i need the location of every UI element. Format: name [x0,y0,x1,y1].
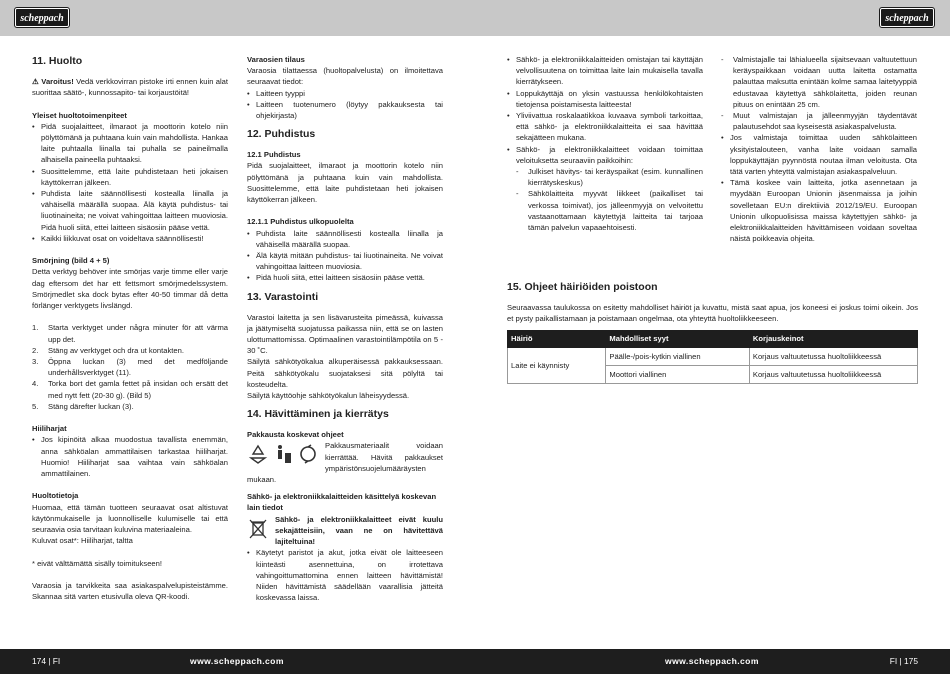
warning-paragraph [32,76,228,98]
list-item: • Kaikki liikkuvat osat on voideltava säännöllisesti! [32,233,228,244]
crossed-bin-icon [247,517,269,539]
paragraph: Huomaa, että tämän tuotteen seuraavat osat altistuvat käytönmukaiselle ja luonnolliselle kulumiselle tai että seuraavia osia tarvitaan kuluvina materiaaleina. [32,502,228,535]
troubleshooting-table [507,330,918,384]
list-return [721,132,917,244]
list-item: • Laitteen tyyppi [247,88,443,99]
list-weee [247,547,443,603]
subheading: Huoltotietoja [32,491,79,501]
list-item: - Julkiset hävitys- tai keräyspaikat (esim. kunnallinen kierrätyskeskus) [516,166,703,188]
litter-bin-icon [272,443,294,465]
recycling-icons [247,443,319,465]
list-item: • Käytetyt paristot ja akut, jotka eivät ole laitteeseen kiinteästi asennettuina, on irrotettava vahingoittumattomina ennen laitteen hävittämistä! Niiden hävittämistä säädellään vaarallisia jätteitä koskevassa laissa. [247,547,443,603]
column-3 [507,54,703,233]
list-collection-points-cont [721,54,917,132]
list-varaosien [247,88,443,122]
list-disposal [507,54,703,166]
list-item: • Puhdista laite säännöllisesti kostealla liinalla ja vähäisellä määrällä suopaa. Älä käytä puhdistus- tai liuotinaineita; ne voivat vahingoittaa laitteen muoviosia. Pidä huoli siitä, ettei laitteen sisäosiin pääse vettä. [32,188,228,233]
list-item: • Yliviivattua roskalaatikkoa kuvaava symboli tarkoittaa, että sähkö- ja elektroniikkalaitteita ei saa hävittää sekajätteen mukana. [507,110,703,144]
paragraph: Pidä suojalaitteet, ilmaraot ja moottorin kotelo niin pölyttömänä ja puhtaana kuin vain mahdollista. Suosittelemme, että laite puhdistetaan heti jokaisen käyttökerran jälkeen. [247,161,443,205]
column-1 [32,54,228,602]
paragraph: Pakkausmateriaalit voidaan kierrättää. Hävitä pakkaukset ympäristönsuojelumääräysten mukaan. [247,441,443,485]
paragraph: Säilytä käyttöohje sähkötyökalun läheisyydessä. [247,391,410,401]
subheading: Pakkausta koskevat ohjeet [247,430,344,440]
table-cell-fault: Laite ei käynnisty [508,347,606,383]
table-header-row [508,331,918,347]
paragraph: Seuraavassa taulukossa on esitetty mahdolliset häiriöt ja kuvattu, mistä saat apua, jos koneesi ei joskus toimi oikein. Jos et pysty paikallistamaan ja poistamaan ongelmaa, ota yhteyttä huoltoliikkeeseen. [507,303,918,324]
subheading: Hiiliharjat [32,424,67,434]
paragraph: Varaosia ja tarvikkeita saa asiakaspalvelupisteistämme. Skannaa sitä varten etusivulla oleva QR-koodi. [32,581,228,602]
step-item: 5. Stäng därefter luckan (3). [32,401,134,411]
list-item: • Loppukäyttäjä on yksin vastuussa henkilökohtaisten tietojensa poistamisesta laitteesta! [507,88,703,110]
troubleshooting-section [507,280,918,384]
section-heading-ohjeet: 15. Ohjeet häiriöiden poistoon [507,281,658,293]
page-number-right: FI | 175 [889,656,918,666]
list-hiiliharjat [32,434,228,479]
paragraph: Varastoi laitetta ja sen lisävarusteita pimeässä, kuivassa ja jäätymiseltä suojatussa paikassa niin, että se on lasten ulottumattomissa. Optimaalinen varastointilämpötila on 5 - 30 ˚C. [247,312,443,356]
column-header: Korjauskeinot [749,331,917,347]
section-heading-huolto: 11. Huolto [32,55,83,67]
recycle-icon [247,443,269,465]
table-cell: Korjaus valtuutetussa huoltoliikkeessä [749,347,917,365]
list-item: • Älä käytä mitään puhdistus- tai liuotinaineita. Ne voivat vahingoittaa laitteen muoviosia. [247,250,443,272]
table-cell: Moottori viallinen [606,365,750,383]
subheading: 12.1 Puhdistus [247,150,301,160]
list-yleiset [32,121,228,244]
steps-list [32,322,228,412]
subheading: Sähkö- ja elektroniikkalaitteiden käsittelyä koskevan lain tiedot [247,492,437,513]
paragraph: Detta verktyg behöver inte smörjas varje timme eller varje dag eftersom det har ett fettsmort smörjmedelssystem. Smörjmedlet ska dock bytas efter 40-50 timmar då detta förlänger verktygets livslängd. [32,267,228,311]
warning-text: Vedä verkkovirran pistoke irti ennen kuin alat suorittaa säätö-, kunnossapito- tai korjaustöitä! [32,77,228,98]
table-cell: Päälle-/pois-kytkin viallinen [606,347,750,365]
subheading: Yleiset huoltotoimenpiteet [32,110,127,120]
table-cell: Korjaus valtuutetussa huoltoliikkeessä [749,365,917,383]
column-header: Häiriö [508,331,606,347]
scheppach-logo: scheppach [15,8,69,27]
list-collection-points [516,166,703,233]
subheading: 12.1.1 Puhdistus ulkopuolelta [247,217,354,227]
subheading: Smörjning (bild 4 + 5) [32,256,110,266]
website-link-left[interactable]: www.scheppach.com [190,656,284,666]
section-heading-varastointi: 13. Varastointi [247,290,319,303]
weee-block [247,514,443,548]
paragraph: Kuluvat osat*: Hiiliharjat, taltta [32,536,133,546]
header-bar [0,0,950,36]
list-item: - Sähkölaitteita myyvät liikkeet (paikalliset tai verkossa toimivat), jos jälleenmyyjä on velvoitettu vastaanottamaan käytettyjä laitteita tai tarjoaa tämän palvelun vapaaehtoisesti. [516,188,703,233]
warning-label: ⚠ Varoitus! [32,77,74,86]
paragraph: Säilytä sähkötyökalua alkuperäisessä pakkauksessaan. Peitä sähkötyökalu suojataksesi sitä pölyltä tai kosteudelta. [247,357,443,389]
list-item: • Jos kipinöitä alkaa muodostua tavallista enemmän, anna sähköalan ammattilaisen tarkastaa hiiliharjat. Huomio! Hiiliharjat saa vaihtaa vain sähköalan ammattilainen. [32,434,228,479]
list-item: • Jos valmistaja toimittaa uuden sähkölaitteen yksityistalouteen, vanha laite voidaan samalla loppukäyttäjän pyynnöstä noutaa ilman veloitusta. Ota tätä varten yhteyttä valmistajan asiakaspalveluun. [721,132,917,177]
weee-warning: Sähkö- ja elektroniikkalaitteet eivät kuulu sekajätteisiin, vaan ne on hävitettävä lajiteltuina! [275,514,443,547]
page-number-left: 174 | FI [32,656,61,666]
table-row [508,347,918,365]
list-item: • Sähkö- ja elektroniikkalaitteiden omistajan tai käyttäjän velvollisuutena on toimittaa laite lain mukaisella tavalla kierrätykseen. [507,54,703,88]
list-item: • Puhdista laite säännöllisesti kostealla liinalla ja vähäisellä määrällä suopaa. [247,228,443,250]
list-item: • Tämä koskee vain laitteita, jotka asennetaan ja myydään Euroopan Unionin jäsenmaissa ja joihin sovelletaan EU:n direktiiviä 2012/19/EU. Euroopan Unionin ulkopuolisissa maissa käytettyjen sähkö- ja elektroniikkalaitteiden hävittämiseen voidaan soveltaa näistä poikkeavia ohjeita. [721,177,917,244]
list-item: - Muut valmistajan ja jälleenmyyjän täydentävät palautusehdot saa kyseisestä asiakaspalvelusta. [721,110,917,132]
column-4 [721,54,917,244]
list-item: • Laitteen tuotenumero (löytyy pakkauksesta tai ohjekirjasta) [247,99,443,121]
list-item: • Pidä suojalaitteet, ilmaraot ja moottorin kotelo niin pölyttömänä ja puhtaana kuin vain mahdollista. Hankaa laite puhtaalla liinalla tai puhalla se paineilmalla alhaisella paineella puhtaaksi. [32,121,228,166]
step-item: 3. Öppna luckan (3) med det medföljande underhållsverktyget (11). [32,357,228,378]
section-heading-havittaminen: 14. Hävittäminen ja kierrätys [247,408,389,421]
scheppach-logo: scheppach [880,8,934,27]
list-item: - Valmistajalle tai lähialueella sijaitsevaan valtuutettuun keräyspaikkaan voidaan uutta laitetta ostamatta palauttaa maksutta enintään kolme samaa laitetyyppiä edustavaa käytettyä sähkölaitetta, joiden reunan pituus on enintään 25 cm. [721,54,917,110]
column-header: Mahdolliset syyt [606,331,750,347]
list-item: • Pidä huoli siitä, ettei laitteen sisäosiin pääse vettä. [247,272,443,283]
recycle-arrows-icon [297,443,319,465]
website-link-right[interactable]: www.scheppach.com [665,656,759,666]
packaging-block [247,440,443,485]
subheading: Varaosien tilaus [247,55,305,64]
step-item: 1. Starta verktyget under några minuter för att värma upp det. [32,323,228,344]
step-item: 2. Stäng av verktyget och dra ut kontakten. [32,345,184,355]
step-item: 4. Torka bort det gamla fettet på insidan och ersätt det med nytt fett (20-30 g). (Bild 5) [32,379,228,400]
footnote: * eivät välttämättä sisälly toimitukseen! [32,558,162,568]
footer-bar [0,649,950,674]
column-2 [247,54,443,603]
list-item: • Suosittelemme, että laite puhdistetaan heti jokaisen käyttökerran jälkeen. [32,166,228,188]
list-item: • Sähkö- ja elektroniikkalaitteet voidaan toimittaa veloituksetta seuraaviin paikkoihin: [507,144,703,166]
paragraph: Varaosia tilattaessa (huoltopalvelusta) on ilmoitettava seuraavat tiedot: [247,66,443,87]
list-ulko [247,228,443,284]
section-heading-puhdistus: 12. Puhdistus [247,128,316,141]
